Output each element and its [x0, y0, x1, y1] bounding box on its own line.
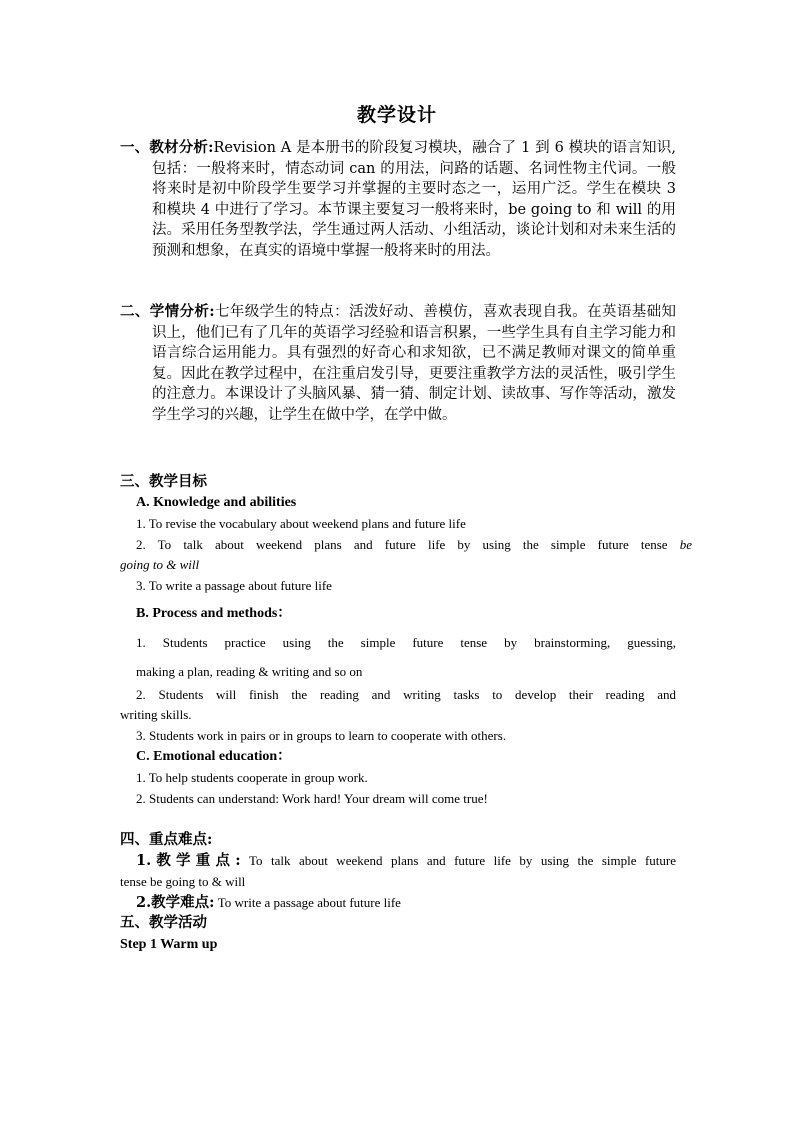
- subheading-process: B. Process and methods：: [136, 606, 292, 621]
- section-heading-key-points: 四、重点难点:: [120, 831, 213, 848]
- step-heading: Step 1 Warm up: [120, 937, 218, 952]
- subheading-knowledge: A. Knowledge and abilities: [136, 495, 297, 510]
- objective-item-cont: going to & will: [120, 557, 200, 572]
- objective-item: 1. Students practice using the simple future tense by brainstorming, guessing,: [136, 635, 676, 650]
- objective-item-cont: making a plan, reading & writing and so on: [136, 664, 363, 679]
- section-heading-objectives: 三、教学目标: [120, 473, 207, 490]
- section-textbook-analysis: [120, 138, 676, 261]
- section-body: Revision A 是本册书的阶段复习模块，融合了 1 到 6 模块的语言知识,包括：一般将来时，情态动词 can 的用法，问路的话题、名词性物主代词。一般将来时是初中阶段学生要学习并掌握的主要时态之一，运用广泛。学生在模块 3 和模块 4 中进行了学习。本节课主要复习一般将来时，be going to 和 will 的用法。采用任务型教学法，学生通过两人活动、小组活动，谈论计划和对未来生活的预测和想象，在真实的语境中掌握一般将来时的用法。: [152, 140, 676, 259]
- objective-item: 3. Students work in pairs or in groups to learn to cooperate with others.: [136, 728, 507, 743]
- objective-item: 2. Students will finish the reading and writing tasks to develop their reading and: [136, 687, 676, 702]
- objective-item: 3. To write a passage about future life: [136, 578, 332, 593]
- subheading-emotional: C. Emotional education：: [136, 749, 292, 764]
- objective-item: 1. To help students cooperate in group work.: [136, 770, 368, 785]
- objective-item-cont: writing skills.: [120, 707, 192, 722]
- key-point-cont: tense be going to & will: [120, 874, 246, 889]
- page-title: 教学设计: [356, 104, 437, 126]
- section-body: 七年级学生的特点：活泼好动、善模仿，喜欢表现自我。在英语基础知识上，他们已有了几年的英语学习经验和语言积累，一些学生具有自主学习能力和语言综合运用能力。具有强烈的好奇心和求知欲，已不满足教师对课文的简单重复。因此在教学过程中，在注重启发引导，更要注重教学方法的灵活性，吸引学生的注意力。本课设计了头脑风暴、猜一猜、制定计划、读故事、写作等活动，激发学生学习的兴趣，让学生在做中学，在学中做。: [152, 304, 677, 423]
- objective-item: 2. To talk about weekend plans and future life by using the simple future tense be: [136, 537, 692, 552]
- objective-item: 1. To revise the vocabulary about weekend plans and future life: [136, 516, 466, 531]
- section-student-analysis: [120, 302, 676, 425]
- key-point: 1.教学重点: To talk about weekend plans and future life by using the simple future: [136, 852, 676, 869]
- difficult-point: 2.教学难点: To write a passage about future life: [136, 894, 401, 911]
- section-heading: 二、学情分析:: [120, 303, 215, 320]
- objective-item: 2. Students can understand: Work hard! Your dream will come true!: [136, 791, 488, 806]
- section-heading-activities: 五、教学活动: [120, 914, 207, 931]
- section-heading: 一、教材分析:: [120, 139, 214, 156]
